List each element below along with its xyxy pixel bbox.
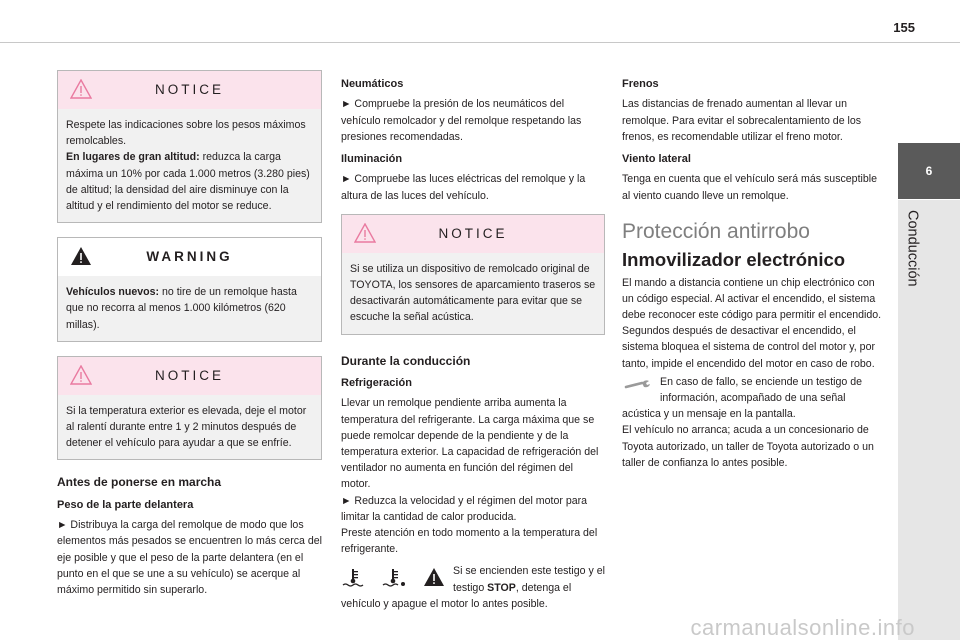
coolant-warning-text-b: , detenga el vehículo y apague el motor lo antes posible. [341, 581, 572, 610]
notice-triangle-icon [354, 223, 376, 247]
paragraph-cooling-reduce: ► Reduzca la velocidad y el régimen del motor para limitar la cantidad de calor producida. [341, 494, 588, 523]
column-3 [622, 70, 886, 477]
warning-box-new-vehicles [57, 237, 322, 342]
section-title-while-driving: Durante la conducción [341, 353, 471, 368]
paragraph-no-start: El vehículo no arranca; acuda a un concesionario de Toyota autorizado, un taller de Toyota autorizado o un taller de confianza lo antes posible. [622, 424, 874, 469]
warning-text [66, 284, 313, 333]
section-title-antitheft: Protección antirrobo [622, 219, 810, 243]
warning-label: Vehículos nuevos: [66, 286, 160, 299]
immobiliser-fault-block [622, 374, 886, 423]
subtitle-front-weight: Peso de la parte delantera [57, 498, 194, 511]
paragraph-crosswind: Tenga en cuenta que el vehículo será más susceptible al viento cuando lleve un remolque. [622, 173, 877, 202]
notice-box-temperature [57, 356, 322, 461]
notice-text: Si se utiliza un dispositivo de remolcado original de TOYOTA, los sensores de aparcamiento traseros se desactivarán automáticamente para evitar que se escuche la señal acústica. [350, 262, 596, 324]
section-title-immobiliser: Inmovilizador electrónico [622, 249, 846, 271]
notice-box-weights [57, 70, 322, 223]
notice-body [58, 109, 321, 222]
notice-text: Respete las indicaciones sobre los pesos máximos remolcables. [66, 119, 306, 148]
notice-title: NOTICE [154, 367, 224, 383]
notice-title: NOTICE [438, 225, 508, 241]
subtitle-cooling: Refrigeración [341, 377, 412, 390]
paragraph-immobiliser: El mando a distancia contiene un chip electrónico con un código especial. Al activar el encendido, el sistema debe reconocer este código para permitir el encendido. Segundos después de desactivar el encendido, el sistema bloquea el sistema de control del motor y, por tanto, impide el encendido del motor en caso de robo. [622, 276, 882, 370]
notice-triangle-icon [70, 79, 92, 103]
stop-label: STOP [487, 581, 516, 594]
warning-body-text: no tire de un remolque hasta que no recorra al menos 1.000 kilómetros (620 millas). [66, 286, 297, 331]
subtitle-crosswind: Viento lateral [622, 153, 691, 166]
coolant-temperature-icon [341, 567, 365, 594]
chapter-tab-label: Conducción [904, 210, 921, 287]
notice-box-sensors [341, 214, 605, 335]
subtitle-lighting: Iluminación [341, 153, 403, 166]
paragraph-brakes: Las distancias de frenado aumentan al llevar un remolque. Para evitar el sobrecalentamiento de los frenos, es recomendable utilizar el freno motor. [622, 98, 862, 143]
notice-header [342, 215, 604, 253]
column-1 [57, 70, 322, 604]
stop-warning-triangle-icon [423, 567, 445, 594]
paragraph-front-weight: ► Distribuya la carga del remolque de modo que los elementos más pesados se encuentren lo más cerca del eje posible y que el peso de la parte delantera (en el punto en el que se une a su vehículo) se acerque al máximo permitido sin superarlo. [57, 519, 322, 597]
paragraph-lighting: ► Compruebe las luces eléctricas del remolque y la altura de las luces del vehículo. [341, 173, 586, 202]
coolant-warning-block [341, 563, 605, 618]
chapter-tab-label-wrap [904, 210, 926, 320]
notice-header [58, 71, 321, 109]
notice-header [58, 357, 321, 395]
notice-altitude-label: En lugares de gran altitud: [66, 151, 200, 164]
coolant-warning-text-a: Si se encienden este testigo y el testigo [453, 565, 605, 594]
paragraph-fault: En caso de fallo, se enciende un testigo de información, acompañado de una señal acústica y un mensaje en la pantalla. [622, 375, 863, 421]
notice-text: Si la temperatura exterior es elevada, deje el motor al ralentí durante entre 1 y 2 minutos después de detener el vehículo para ayudar a que se enfríe. [66, 404, 307, 450]
warning-triangle-icon [70, 246, 92, 270]
warning-header [58, 238, 321, 276]
warning-lights-icons [341, 567, 445, 594]
notice-triangle-icon [70, 365, 92, 389]
notice-altitude-body: reduzca la carga máxima un 10% por cada 1.000 metros (3.280 pies) de altitud; la densidad del aire disminuye con la altitud y el rendimiento del motor se reduce. [66, 151, 310, 213]
notice-body [58, 395, 321, 460]
header-divider [0, 42, 960, 43]
page-number: 155 [893, 20, 915, 35]
coolant-level-icon [381, 567, 407, 594]
paragraph-cooling: Llevar un remolque pendiente arriba aumenta la temperatura del refrigerante. La carga máxima que se puede remolcar depende de la pendiente y de la temperatura exterior. La capacidad de refrigeración del ventilador no aumenta en función del régimen del motor. [341, 397, 599, 491]
column-2 [341, 70, 605, 618]
paragraph-tyres: ► Compruebe la presión de los neumáticos del vehículo remolcador y del remolque respetando las presiones recomendadas. [341, 98, 582, 143]
wrench-icon [622, 378, 652, 397]
chapter-tab-number[interactable]: 6 [898, 143, 960, 199]
subtitle-tyres: Neumáticos [341, 78, 404, 90]
warning-title: WARNING [146, 249, 233, 265]
section-title-before-driving: Antes de ponerse en marcha [57, 475, 222, 490]
warning-body [58, 276, 321, 341]
notice-altitude-text [66, 149, 313, 214]
watermark: carmanualsonline.info [690, 614, 915, 640]
notice-body [342, 253, 604, 334]
subtitle-brakes: Frenos [622, 78, 659, 90]
notice-title: NOTICE [154, 81, 224, 97]
paragraph-cooling-attention: Preste atención en todo momento a la temperatura del refrigerante. [341, 527, 598, 556]
